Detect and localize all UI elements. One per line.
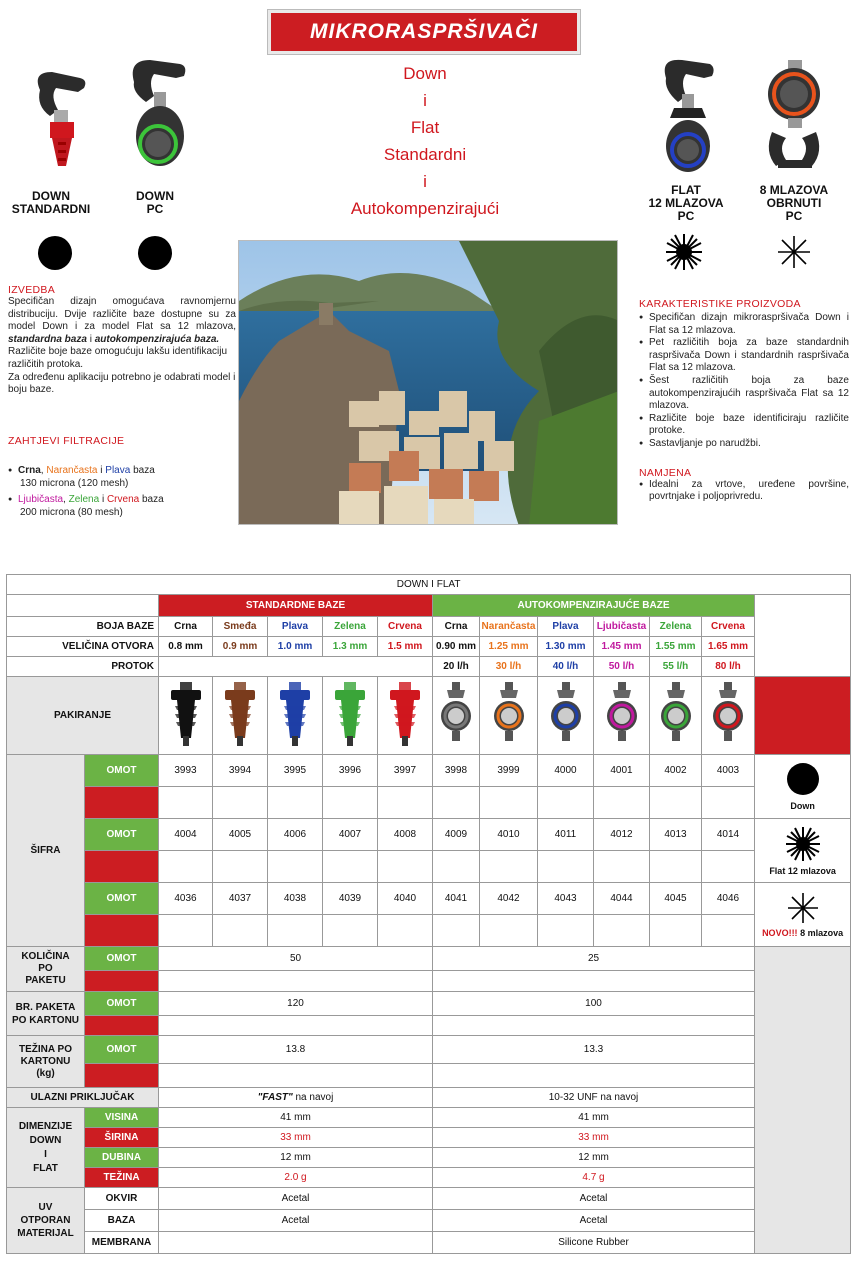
std-size: 1.0 mm (268, 637, 323, 657)
velicina-otvora-label: VELIČINA OTVORA (7, 637, 159, 657)
spray-pattern-dot-icon (38, 236, 72, 270)
filtracija-micron: 200 microna (80 mesh) (20, 506, 123, 518)
label-line: I (44, 1148, 47, 1160)
ulazni-label: ULAZNI PRIKLJUČAK (7, 1088, 159, 1108)
uv-label (7, 1188, 85, 1254)
center-title-line: i (423, 172, 427, 191)
eight-jet-product-image (758, 56, 830, 174)
paketa-pc: 100 (433, 992, 755, 1016)
tezina-std: 13.8 (159, 1036, 433, 1064)
pc-size: 1.30 mm (538, 637, 594, 657)
filtracija-item (8, 494, 236, 519)
code-cell: 4041 (433, 883, 480, 915)
visina-label: VISINA (85, 1108, 159, 1128)
karakteristike-item: ● Sastavljanje po narudžbi. (639, 438, 849, 451)
color-name-ljubicasta: Ljubičasta (18, 494, 64, 506)
pc-nozzle-image (650, 677, 702, 755)
sirina-std: 33 mm (159, 1128, 433, 1148)
tezina-g-pc: 4.7 g (433, 1168, 755, 1188)
legend-flat-label: Flat 12 mlazova (769, 865, 836, 876)
label-line: TEŽINA PO (19, 1043, 72, 1055)
label-line: MATERIJAL (17, 1228, 74, 1239)
omot-label: OMOT (85, 992, 159, 1016)
kolicina-pc: 25 (433, 947, 755, 971)
pc-flow: 30 l/h (480, 657, 538, 677)
pc-flow: 40 l/h (538, 657, 594, 677)
ulazni-pc: 10-32 UNF na navoj (433, 1088, 755, 1108)
pc-nozzle-image (702, 677, 755, 755)
down-standard-product-image (22, 66, 92, 182)
red-block (85, 851, 159, 883)
pc-nozzle-icon (659, 682, 693, 746)
filtracija-sep: i (97, 465, 106, 476)
product-label-line: 12 MLAZOVA (648, 196, 724, 210)
color-name-zelena: Zelena (68, 494, 100, 506)
landscape-photo (238, 240, 618, 525)
tezina-pc: 13.3 (433, 1036, 755, 1064)
sirina-pc: 33 mm (433, 1128, 755, 1148)
omot-label: OMOT (85, 1036, 159, 1064)
label-line: KARTONU (20, 1055, 71, 1067)
izvedba-text (8, 296, 236, 346)
std-nozzle-icon (223, 682, 257, 746)
pc-flow: 50 l/h (594, 657, 650, 677)
std-size: 0.8 mm (159, 637, 213, 657)
legend-eight-label: 8 mlazova (800, 927, 844, 938)
code-cell: 4036 (159, 883, 213, 915)
label-line: OTPORAN (20, 1215, 71, 1226)
std-nozzle-icon (169, 682, 203, 746)
karakteristike-item: ● Različite boje baze identificiraju različite protoke. (639, 413, 849, 438)
namjena-item: ● Idealni za vrtove, uređene površine, povrtnjake i poljoprivredu. (639, 479, 849, 504)
std-nozzle-image (323, 677, 378, 755)
izvedba-emphasis: standardna baza (8, 333, 87, 345)
pc-flow: 55 l/h (650, 657, 702, 677)
code-cell: 4002 (650, 755, 702, 787)
product-label-line: PC (146, 202, 164, 216)
membrana-std (159, 1232, 433, 1254)
karakteristike-section (639, 298, 849, 504)
filtracija-sep: , (40, 465, 47, 476)
baza-std: Acetal (159, 1210, 433, 1232)
autokomp-baze-header: AUTOKOMPENZIRAJUĆE BAZE (433, 595, 755, 617)
blank-cell (7, 595, 159, 617)
code-cell: 3993 (159, 755, 213, 787)
std-color-name: Crna (159, 617, 213, 637)
code-cell: 3995 (268, 755, 323, 787)
label-line: PO (38, 963, 53, 974)
std-color-name: Smeđa (213, 617, 268, 637)
code-cell: 4009 (433, 819, 480, 851)
protok-label: PROTOK (7, 657, 159, 677)
karakteristike-heading: KARAKTERISTIKE PROIZVODA (639, 298, 801, 310)
spray-pattern-8-jet-icon (776, 234, 812, 270)
std-color-name: Plava (268, 617, 323, 637)
filtracija-sep: , (63, 494, 69, 506)
legend-dot-icon (787, 763, 819, 795)
page-title-banner (268, 10, 580, 54)
center-title-line: Standardni (383, 145, 467, 164)
okvir-label: OKVIR (85, 1188, 159, 1210)
product-label-line: DOWN (136, 189, 174, 203)
legend-8-jet-icon (787, 892, 819, 924)
center-title-line: i (423, 91, 427, 110)
kolicina-std: 50 (159, 947, 433, 971)
tezina-g-label: TEŽINA (85, 1168, 159, 1188)
izvedba-section (8, 284, 236, 397)
filtracija-heading: ZAHTJEVI FILTRACIJE (8, 435, 125, 447)
visina-std: 41 mm (159, 1108, 433, 1128)
tezina-label (7, 1036, 85, 1088)
pc-nozzle-image (594, 677, 650, 755)
label-line: KOLIČINA (21, 951, 70, 962)
std-size: 1.5 mm (378, 637, 433, 657)
omot-label: OMOT (85, 819, 159, 851)
std-nozzle-image (378, 677, 433, 755)
filtracija-micron: 130 microna (120 mesh) (20, 477, 129, 489)
code-cell: 4010 (480, 819, 538, 851)
code-cell: 4006 (268, 819, 323, 851)
code-cell: 4043 (538, 883, 594, 915)
label-line: UV (38, 1202, 53, 1213)
izvedba-text-part: Specifičan dizajn omogućava ravnomjernu distribuciju. Dvije različite baze dostupne su za model Down i za model Flat sa 12 mlazova, (8, 296, 236, 333)
pc-nozzle-image (433, 677, 480, 755)
flat-pc-product-image (650, 56, 720, 174)
namjena-heading: NAMJENA (639, 466, 692, 479)
red-block (755, 677, 851, 755)
color-name-crna: Crna (18, 465, 41, 476)
karakteristike-item: ● Pet različitih boja za baze standardnih raspršivača Down i standardnih raspršivača Flat sa 12 mlazova. (639, 337, 849, 375)
std-nozzle-icon (388, 682, 422, 746)
product-label-line: FLAT (671, 183, 701, 197)
code-cell: 4008 (378, 819, 433, 851)
sifra-label: ŠIFRA (7, 755, 85, 947)
code-cell: 4012 (594, 819, 650, 851)
sirina-label: ŠIRINA (85, 1128, 159, 1148)
code-cell: 3997 (378, 755, 433, 787)
pc-color-name: Plava (538, 617, 594, 637)
spec-table (6, 574, 851, 1254)
product-label-line: STANDARDNI (11, 202, 91, 216)
red-block (85, 787, 159, 819)
code-cell: 4011 (538, 819, 594, 851)
label-line: FLAT (33, 1162, 58, 1174)
page-title: MIKRORASPRŠIVAČI (310, 20, 538, 43)
pc-nozzle-icon (439, 682, 473, 746)
filtracija-tail: baza (130, 465, 155, 476)
legend-flat (755, 819, 851, 883)
pc-size: 0.90 mm (433, 637, 480, 657)
paketa-std: 120 (159, 992, 433, 1016)
ulazni-std (159, 1088, 433, 1108)
std-size: 1.3 mm (323, 637, 378, 657)
legend-down-label: Down (790, 800, 815, 811)
std-nozzle-image (159, 677, 213, 755)
okvir-pc: Acetal (433, 1188, 755, 1210)
kolicina-label (7, 947, 85, 992)
visina-pc: 41 mm (433, 1108, 755, 1128)
center-title-line: Down (403, 64, 447, 83)
code-cell: 3994 (213, 755, 268, 787)
std-nozzle-icon (333, 682, 367, 746)
izvedba-text: Za određenu aplikaciju potrebno je odabrati model i boju baze. (8, 371, 236, 396)
product-label-down-standard (6, 190, 96, 216)
code-cell: 4001 (594, 755, 650, 787)
code-cell: 4007 (323, 819, 378, 851)
legend-eight (755, 883, 851, 947)
filtracija-tail: baza (139, 494, 164, 506)
code-cell: 4045 (650, 883, 702, 915)
down-pc-product-image (124, 56, 194, 182)
membrana-pc: Silicone Rubber (433, 1232, 755, 1254)
code-cell: 4040 (378, 883, 433, 915)
pc-color-name: Crvena (702, 617, 755, 637)
code-cell: 4003 (702, 755, 755, 787)
code-cell: 4039 (323, 883, 378, 915)
product-label-line: DOWN (32, 189, 70, 203)
pc-size: 1.65 mm (702, 637, 755, 657)
pc-color-name: Crna (433, 617, 480, 637)
label-line: PO KARTONU (11, 1014, 80, 1026)
product-label-down-pc (110, 190, 200, 216)
baza-pc: Acetal (433, 1210, 755, 1232)
legend-down (755, 755, 851, 819)
code-cell: 4038 (268, 883, 323, 915)
pc-color-name: Zelena (650, 617, 702, 637)
pc-flow: 80 l/h (702, 657, 755, 677)
red-block (85, 915, 159, 947)
red-block (85, 1016, 159, 1036)
std-color-name: Crvena (378, 617, 433, 637)
izvedba-text-part: i (86, 333, 95, 345)
pc-nozzle-image (538, 677, 594, 755)
pc-nozzle-icon (605, 682, 639, 746)
pakiranje-label: PAKIRANJE (7, 677, 159, 755)
center-title-line: Flat (410, 118, 440, 137)
pc-flow: 20 l/h (433, 657, 480, 677)
dubina-std: 12 mm (159, 1148, 433, 1168)
label-line: DOWN (29, 1134, 62, 1146)
code-cell: 3996 (323, 755, 378, 787)
product-label-eight-jet (744, 184, 844, 223)
dubina-label: DUBINA (85, 1148, 159, 1168)
red-block (85, 971, 159, 992)
color-name-plava: Plava (105, 465, 131, 476)
filtracija-item (8, 465, 236, 490)
filtracija-sep: i (99, 494, 107, 506)
center-title-line: Autokompenzirajući (350, 199, 500, 218)
dubina-pc: 12 mm (433, 1148, 755, 1168)
pc-size: 1.55 mm (650, 637, 702, 657)
filtracija-section (8, 435, 236, 519)
pc-size: 1.45 mm (594, 637, 650, 657)
izvedba-heading: IZVEDBA (8, 284, 56, 296)
table-header: DOWN I FLAT (7, 575, 851, 595)
pc-nozzle-icon (549, 682, 583, 746)
omot-label: OMOT (85, 755, 159, 787)
product-label-line: PC (677, 209, 695, 223)
code-cell: 4014 (702, 819, 755, 851)
paketa-label (7, 992, 85, 1036)
std-nozzle-icon (278, 682, 312, 746)
label-line: PAKETU (25, 975, 66, 986)
code-cell: 4042 (480, 883, 538, 915)
dimenzije-label (7, 1108, 85, 1188)
omot-label: OMOT (85, 947, 159, 971)
ulazni-rest: na navoj (292, 1092, 334, 1103)
code-cell: 4004 (159, 819, 213, 851)
label-line: BR. PAKETA (15, 1001, 76, 1013)
label-line: DIMENZIJE (18, 1120, 73, 1132)
tezina-g-std: 2.0 g (159, 1168, 433, 1188)
label-line: (kg) (36, 1067, 55, 1079)
center-title (320, 60, 530, 222)
izvedba-emphasis: autokompenzirajuća baza. (94, 333, 220, 345)
product-label-line: OBRNUTI (766, 196, 822, 210)
code-cell: 4000 (538, 755, 594, 787)
izvedba-text: Različite boje baze omogućuju lakšu identifikaciju različitih protoka. (8, 346, 228, 370)
std-nozzle-image (268, 677, 323, 755)
pc-color-name: Narančasta (480, 617, 538, 637)
omot-label: OMOT (85, 883, 159, 915)
color-name-crvena: Crvena (106, 494, 140, 506)
boja-baze-label: BOJA BAZE (7, 617, 159, 637)
std-size: 0.9 mm (213, 637, 268, 657)
std-color-name: Zelena (323, 617, 378, 637)
legend-novo-label: NOVO!!! (762, 927, 798, 938)
pc-color-name: Ljubičasta (594, 617, 650, 637)
okvir-std: Acetal (159, 1188, 433, 1210)
code-cell: 3999 (480, 755, 538, 787)
baza-label: BAZA (85, 1210, 159, 1232)
code-cell: 4044 (594, 883, 650, 915)
pc-nozzle-icon (711, 682, 745, 746)
code-cell: 3998 (433, 755, 480, 787)
std-nozzle-image (213, 677, 268, 755)
karakteristike-item: ● Specifičan dizajn mikroraspršivača Down i Flat sa 12 mlazova. (639, 312, 849, 337)
red-block (85, 1064, 159, 1088)
membrana-label: MEMBRANA (85, 1232, 159, 1254)
blank-cell (159, 657, 433, 677)
blank-cell (755, 595, 851, 677)
code-cell: 4046 (702, 883, 755, 915)
blank-gray-column (755, 947, 851, 1254)
code-cell: 4005 (213, 819, 268, 851)
product-label-line: 8 MLAZOVA (759, 183, 829, 197)
legend-flat-12-icon (785, 826, 821, 862)
standardne-baze-header: STANDARDNE BAZE (159, 595, 433, 617)
code-cell: 4013 (650, 819, 702, 851)
product-label-flat-pc (636, 184, 736, 223)
pc-nozzle-image (480, 677, 538, 755)
pc-nozzle-icon (492, 682, 526, 746)
spray-pattern-flat-12-icon (664, 232, 704, 272)
karakteristike-item: ● Šest različitih boja za baze autokompenzirajućih raspršivača Flat sa 12 mlazova. (639, 375, 849, 413)
code-cell: 4037 (213, 883, 268, 915)
color-name-narancasta: Narančasta (46, 465, 98, 476)
spray-pattern-dot-icon (138, 236, 172, 270)
product-label-line: PC (785, 209, 803, 223)
pc-size: 1.25 mm (480, 637, 538, 657)
landscape-photo-illustration (239, 241, 618, 525)
ulazni-fast: "FAST" (257, 1092, 293, 1103)
